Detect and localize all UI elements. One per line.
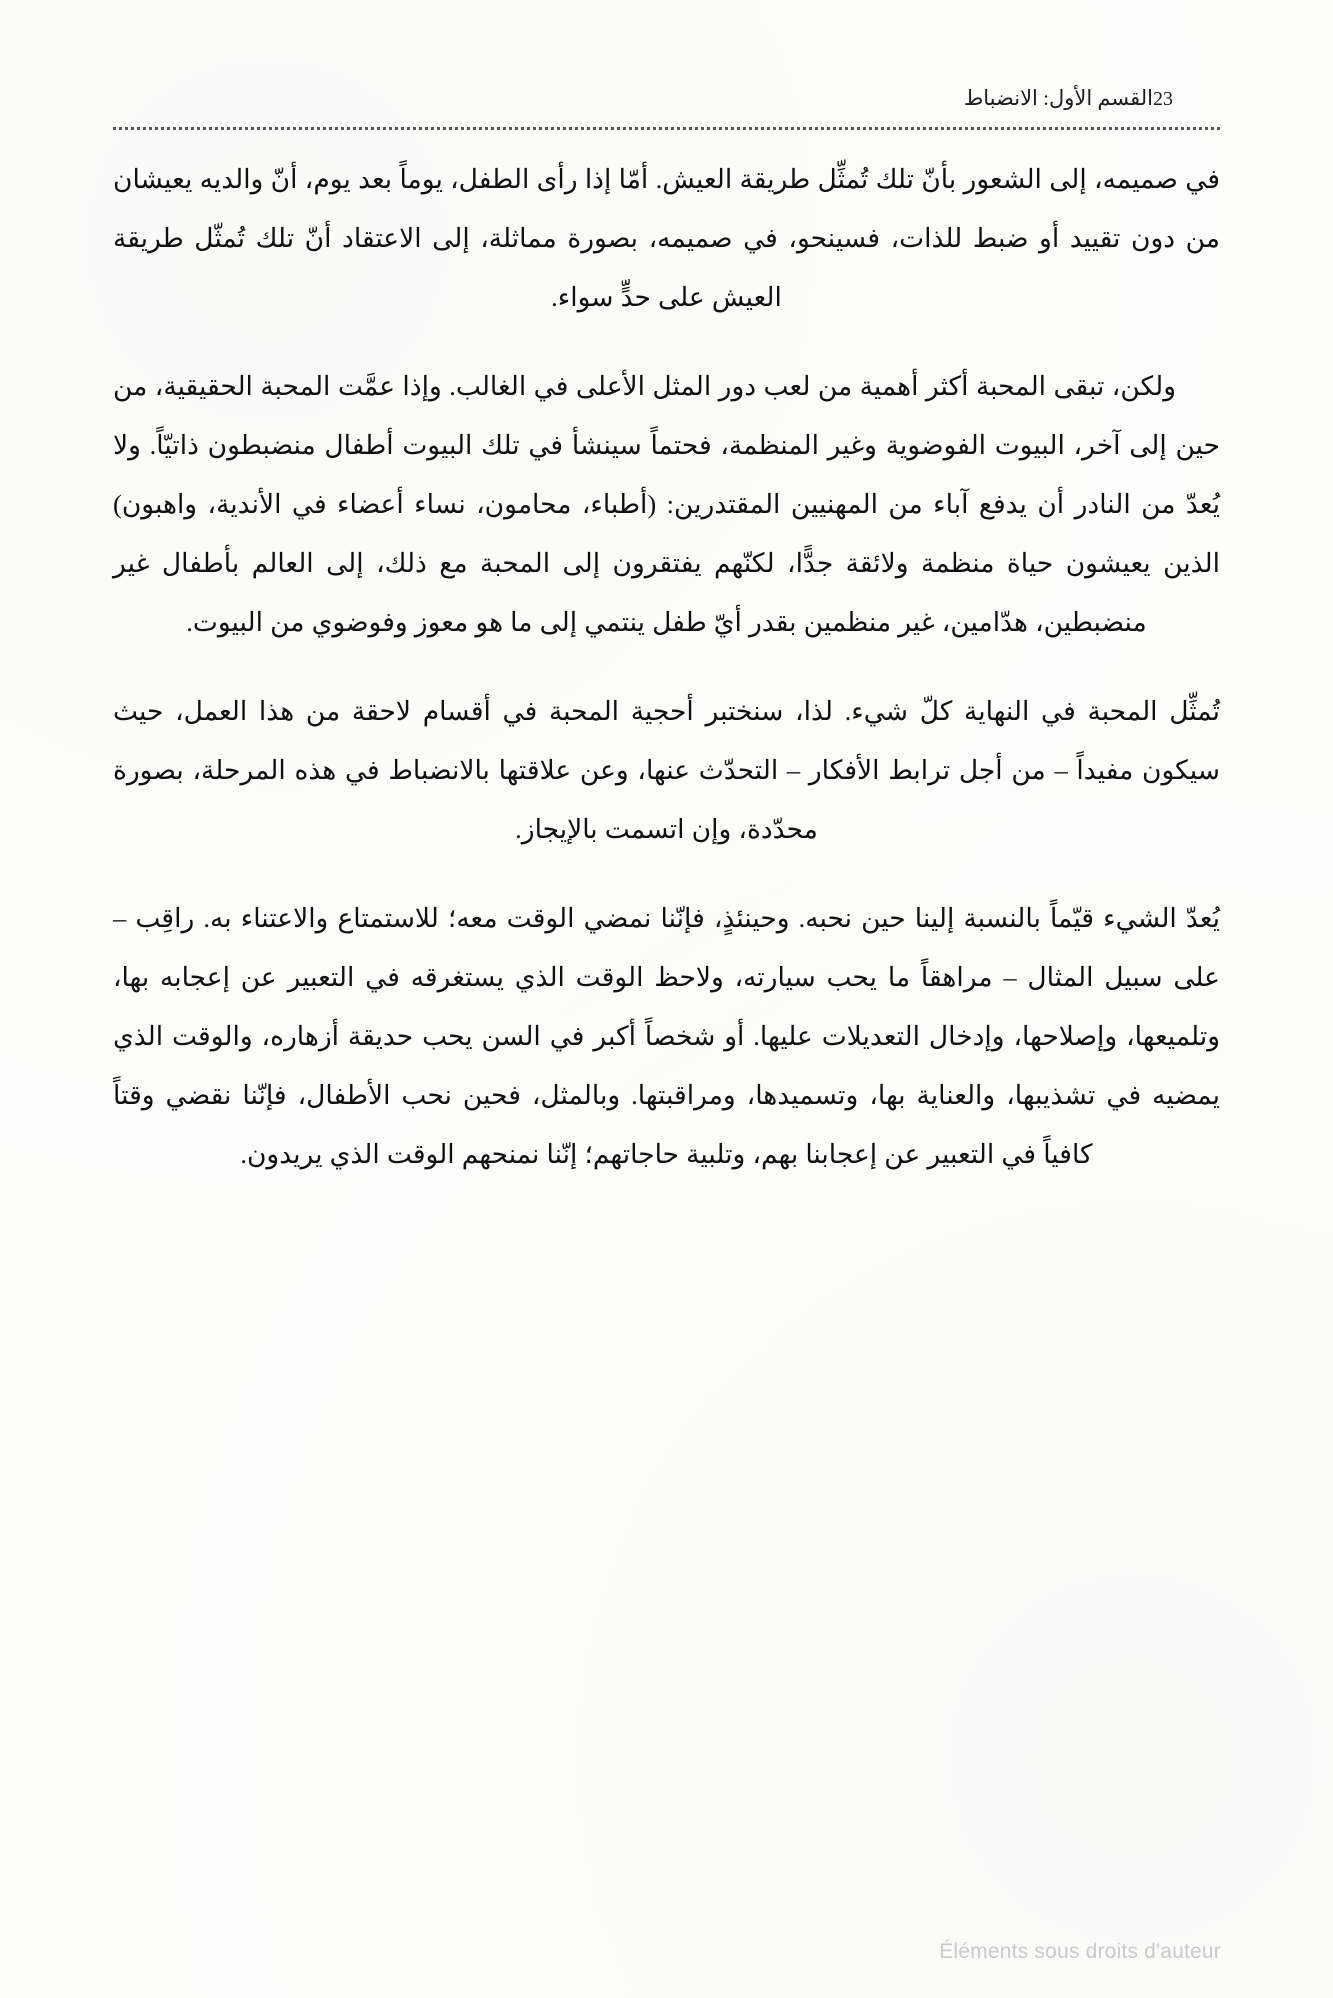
copyright-watermark xyxy=(0,1940,1221,1964)
header-section-title: القسم الأول: الانضباط xyxy=(963,86,1153,110)
paragraph-1: في صميمه، إلى الشعور بأنّ تلك تُمثِّل طريقة العيش. أمّا إذا رأى الطفل، يوماً بعد يوم، أنّ والديه يعيشان من دون تقييد أو ضبط للذات، فسينحو، في صميمه، بصورة مماثلة، إلى الاعتقاد أنّ تلك تُمثّل طريقة العيش على حدٍّ سواء. xyxy=(113,164,1220,312)
copyright-watermark-label: Éléments sous droits d'auteur xyxy=(939,1940,1221,1963)
paragraph-2: ولكن، تبقى المحبة أكثر أهمية من لعب دور المثل الأعلى في الغالب. وإذا عمَّت المحبة الحقيقية، من حين إلى آخر، البيوت الفوضوية وغير المنظمة، فحتماً سينشأ في تلك البيوت أطفال منضبطون ذاتيّاً. ولا يُعدّ من النادر أن يدفع آباء من المهنيين المقتدرين: (أطباء، محامون، نساء أعضاء في الأندية، واهبون) الذين يعيشون حياة منظمة ولائقة جدًّا، لكنّهم يفتقرون إلى المحبة مع ذلك، إلى العالم بأطفال غير منضبطين، هدّامين، غير منظمين بقدر أيّ طفل ينتمي إلى ما هو معوز وفوضوي من البيوت. xyxy=(113,371,1220,637)
paragraph-3: تُمثِّل المحبة في النهاية كلّ شيء. لذا، سنختبر أحجية المحبة في أقسام لاحقة من هذا العمل، حيث سيكون مفيداً – من أجل ترابط الأفكار – التحدّث عنها، وعن علاقتها بالانضباط في هذه المرحلة، بصورة محدّدة، وإن اتسمت بالإيجاز. xyxy=(113,696,1220,844)
running-header xyxy=(140,86,1193,120)
page-body xyxy=(113,150,1220,1184)
header-dotted-rule xyxy=(113,127,1220,133)
page-number: 23 xyxy=(1153,88,1173,110)
paragraph-4: يُعدّ الشيء قيّماً بالنسبة إلينا حين نحبه. وحينئذٍ، فإنّنا نمضي الوقت معه؛ للاستمتاع والاعتناء به. راقِب – على سبيل المثال – مراهقاً ما يحب سيارته، ولاحظ الوقت الذي يستغرقه في التعبير عن إعجابه بها، وتلميعها، وإصلاحها، وإدخال التعديلات عليها. أو شخصاً أكبر في السن يحب حديقة أزهاره، والوقت الذي يمضيه في تشذيبها، والعناية بها، وتسميدها، ومراقبتها. وبالمثل، فحين نحب الأطفال، فإنّنا نقضي وقتاً كافياً في التعبير عن إعجابنا بهم، وتلبية حاجاتهم؛ إنّنا نمنحهم الوقت الذي يريدون. xyxy=(113,903,1220,1169)
